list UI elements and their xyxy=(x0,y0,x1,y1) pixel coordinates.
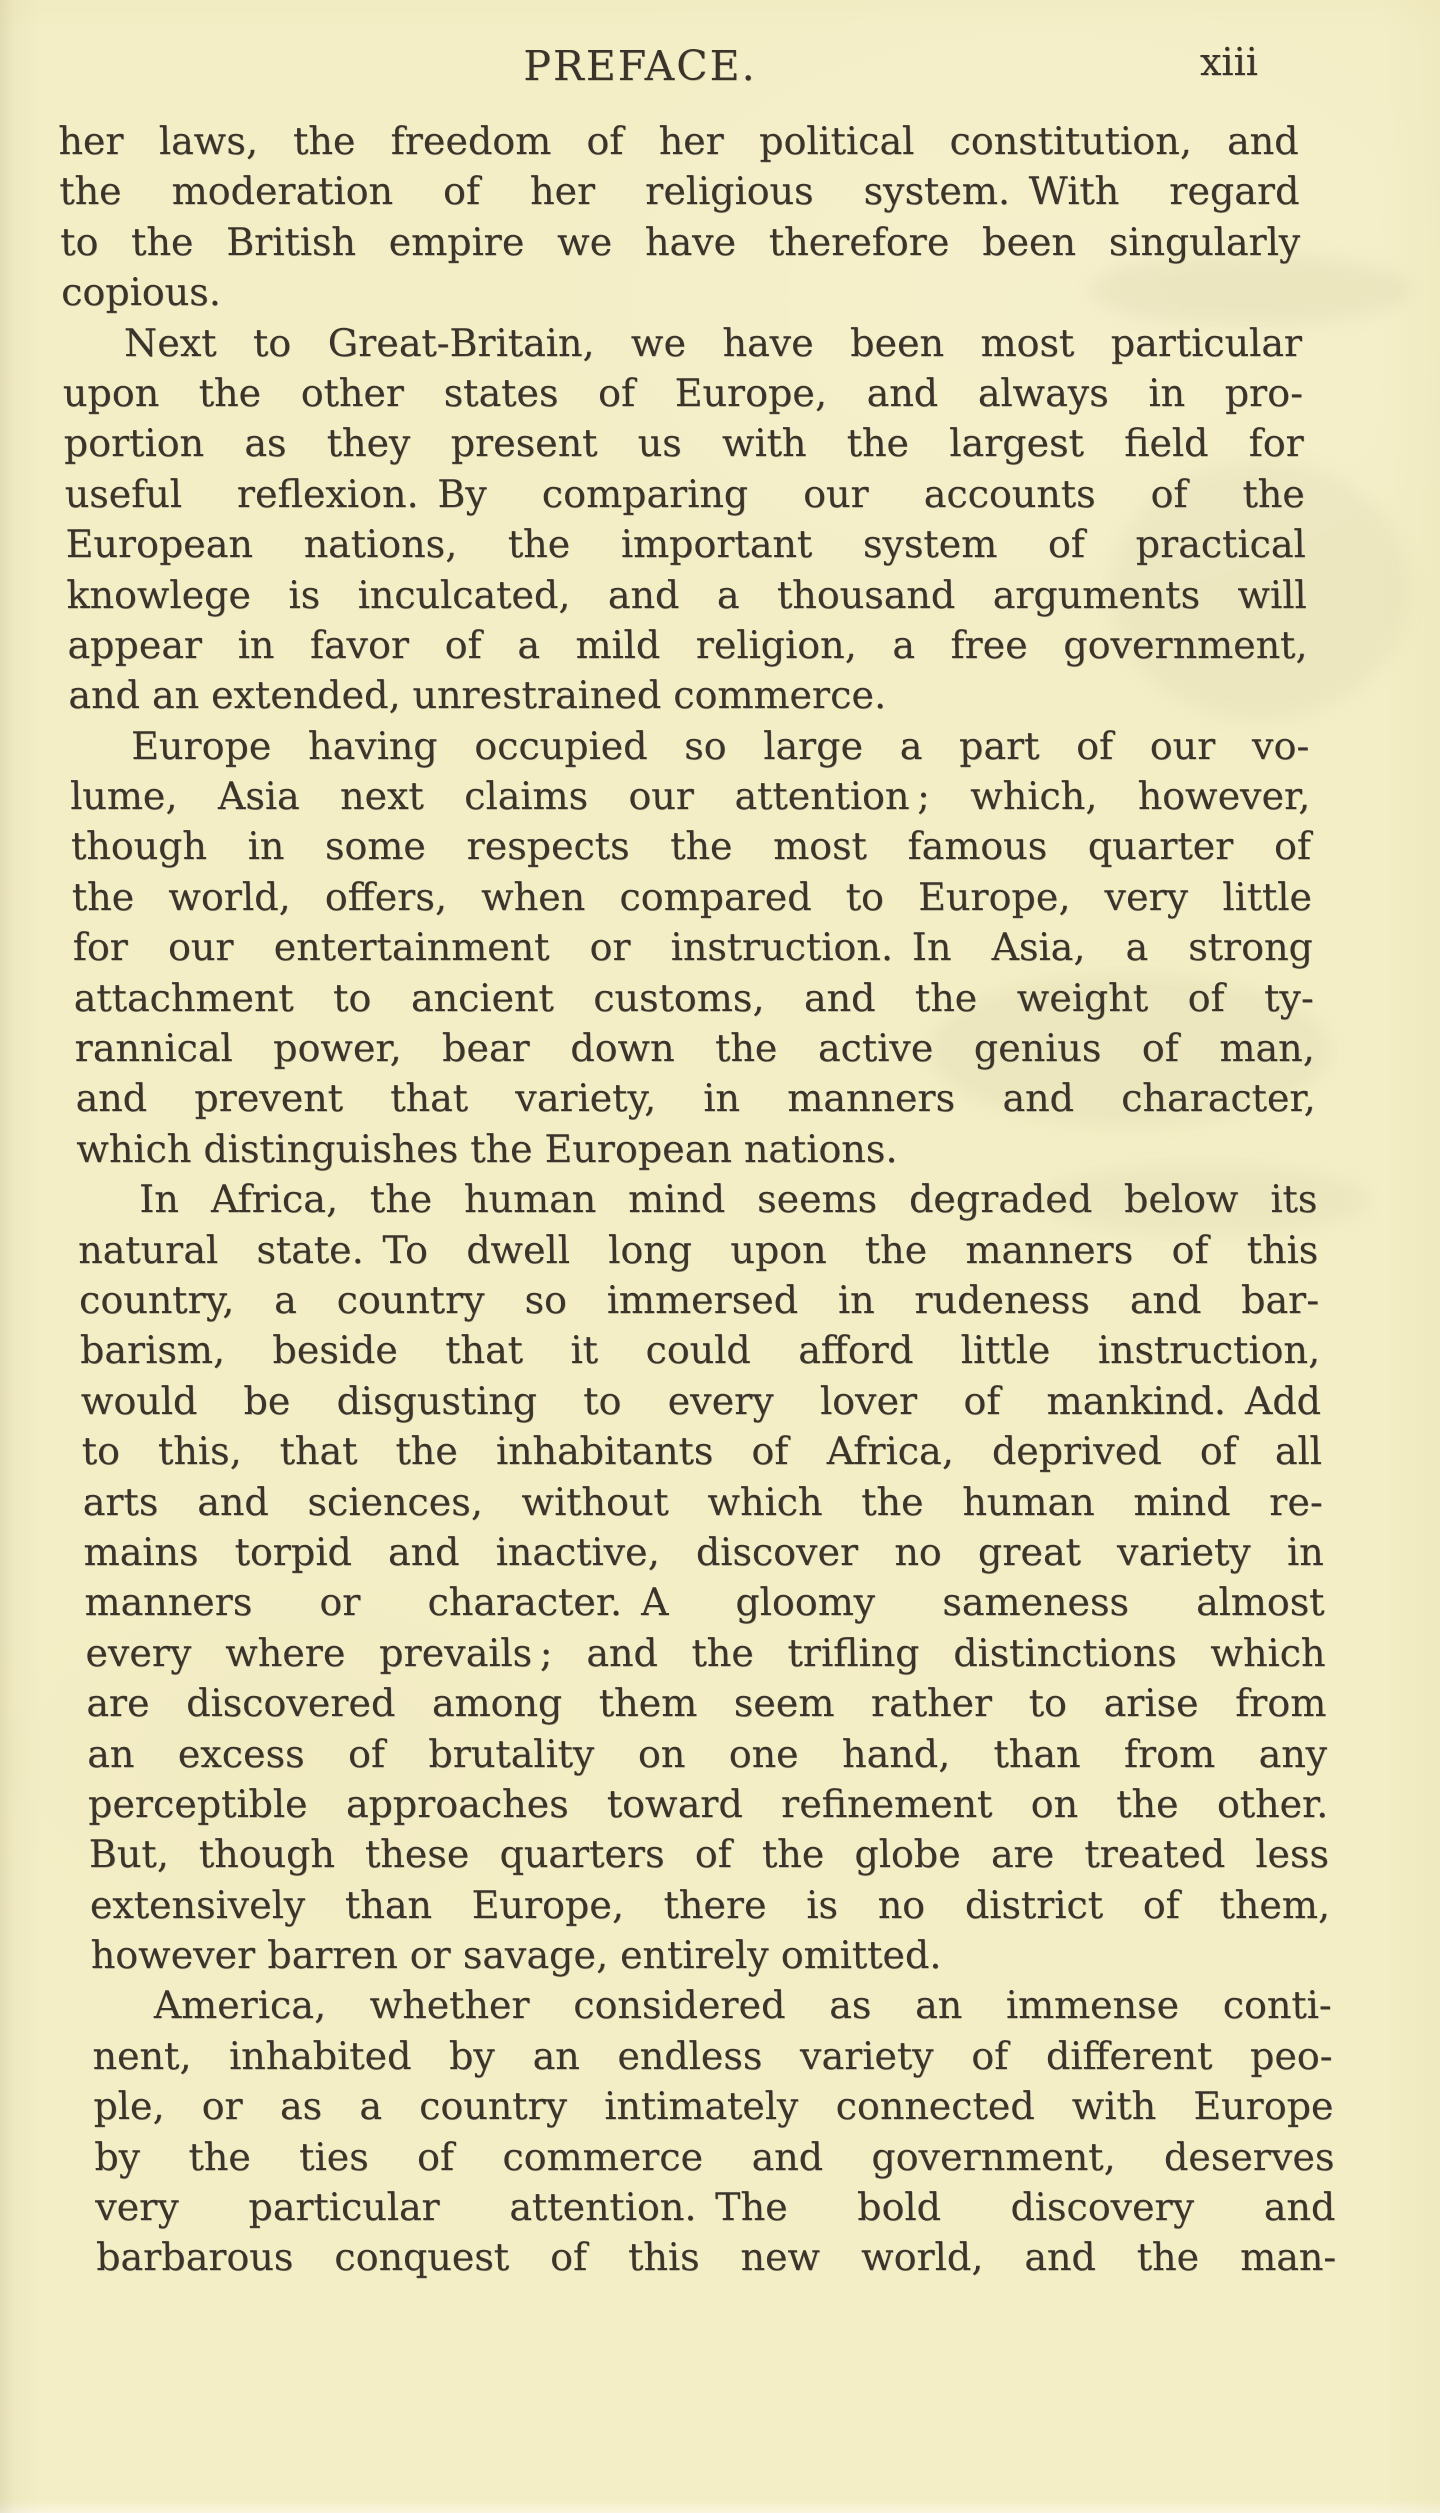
text-line: Next to Great-Britain, we have been most particular xyxy=(123,320,1303,365)
text-line: knowlege is inculcated, and a thousand arguments will xyxy=(66,572,1307,617)
text-line: In Africa, the human mind seems degraded below its xyxy=(138,1177,1318,1222)
text-line: for our entertainment or instruction. In Asia, a strong xyxy=(72,925,1314,970)
text-line: But, though these quarters of the globe are treated less xyxy=(88,1832,1330,1877)
text-line: portion as they present us with the largest field for xyxy=(63,421,1305,466)
text-line: America, whether considered as an immense conti- xyxy=(153,1983,1333,2028)
text-line: are discovered among them seem rather to arise from xyxy=(85,1681,1327,1726)
text-line: which distinguishes the European nations. xyxy=(75,1126,898,1171)
text-line: ple, or as a country intimately connected with Europe xyxy=(93,2084,1334,2129)
text-line: natural state. To dwell long upon the manners of this xyxy=(77,1227,1319,1272)
preface-text-block xyxy=(58,116,1337,2283)
text-line: European nations, the important system of practical xyxy=(65,522,1307,567)
text-line: an excess of brutality on one hand, than from any xyxy=(86,1731,1328,1776)
text-line: appear in favor of a mild religion, a free government, xyxy=(67,622,1308,667)
text-line: useful reflexion. By comparing our accounts of the xyxy=(64,471,1306,516)
text-line: barbarous conquest of this new world, and the man- xyxy=(95,2235,1337,2280)
paragraph xyxy=(62,318,1309,721)
text-line: to this, that the inhabitants of Africa, deprived of all xyxy=(81,1429,1323,1474)
text-line: very particular attention. The bold discovery and xyxy=(94,2185,1336,2230)
text-line: lume, Asia next claims our attention ; which, however, xyxy=(69,774,1311,819)
text-line: to the British empire we have therefore been singularly xyxy=(59,219,1301,264)
paragraph xyxy=(58,116,1302,318)
text-line: every where prevails ; and the trifling distinctions which xyxy=(84,1630,1326,1675)
text-line: manners or character. A gloomy sameness almost xyxy=(84,1580,1325,1625)
text-line: though in some respects the most famous quarter of xyxy=(70,824,1312,869)
text-line: would be disgusting to every lover of mankind. Add xyxy=(80,1378,1322,1423)
text-line: her laws, the freedom of her political constitution, and xyxy=(58,119,1299,163)
text-line: the moderation of her religious system. With regard xyxy=(58,169,1300,214)
text-line: extensively than Europe, there is no district of them, xyxy=(89,1882,1331,1927)
text-line: mains torpid and inactive, discover no great variety in xyxy=(83,1529,1324,1574)
text-line: copious. xyxy=(60,270,222,315)
text-line: upon the other states of Europe, and always in pro- xyxy=(62,370,1304,415)
page-number: xiii xyxy=(1200,40,1258,84)
text-line: and prevent that variety, in manners and character, xyxy=(75,1076,1316,1121)
text-line: nent, inhabited by an endless variety of different peo- xyxy=(92,2033,1333,2078)
text-line: by the ties of commerce and government, deserves xyxy=(93,2134,1335,2179)
text-line: and an extended, unrestrained commerce. xyxy=(67,673,887,718)
text-line: perceptible approaches toward refinement on the other. xyxy=(87,1781,1329,1826)
page-header-title: PREFACE. xyxy=(523,42,757,90)
text-line: the world, offers, when compared to Europe, very little xyxy=(71,874,1313,919)
paragraph xyxy=(91,1980,1336,2282)
text-line: arts and sciences, without which the human mind re- xyxy=(82,1479,1324,1524)
paragraph xyxy=(77,1174,1331,1980)
text-line: country, a country so immersed in rudeness and bar- xyxy=(78,1277,1320,1322)
paragraph xyxy=(69,721,1317,1175)
text-line: however barren or savage, entirely omitted. xyxy=(90,1933,942,1978)
text-line: Europe having occupied so large a part of our vo- xyxy=(130,723,1310,768)
text-line: rannical power, bear down the active genius of man, xyxy=(74,1026,1315,1071)
text-line: attachment to ancient customs, and the weight of ty- xyxy=(73,975,1315,1020)
text-line: barism, beside that it could afford little instruction, xyxy=(79,1328,1321,1373)
